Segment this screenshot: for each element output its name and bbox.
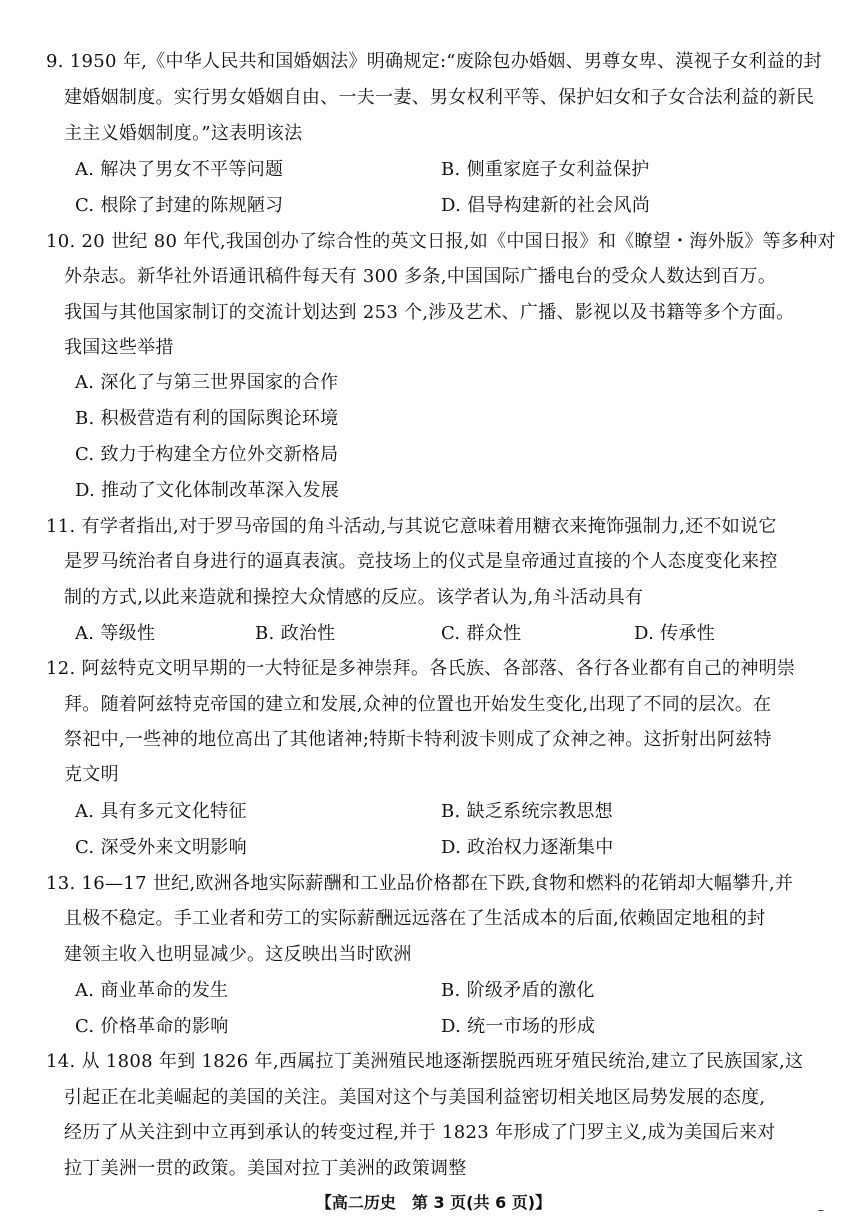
question-11-option-a: A. 等级性 <box>75 623 156 644</box>
question-12-option-b: B. 缺乏系统宗教思想 <box>441 801 613 822</box>
question-12-stem-line-3: 祭祀中,一些神的地位高出了其他诸神;特斯卡特利波卡则成了众神之神。这折射出阿兹特 <box>64 729 772 750</box>
question-13-option-a: A. 商业革命的发生 <box>75 980 229 1001</box>
question-12-option-d: D. 政治权力逐渐集中 <box>441 837 614 858</box>
question-10-option-b: B. 积极营造有利的国际舆论环境 <box>75 408 339 429</box>
page-footer: 【高二历史 第 3 页(共 6 页)】 <box>315 1193 552 1212</box>
question-12-option-c: C. 深受外来文明影响 <box>75 837 247 858</box>
question-9-option-d: D. 倡导构建新的社会风尚 <box>441 195 651 216</box>
question-10-option-a: A. 深化了与第三世界国家的合作 <box>75 372 339 393</box>
question-9-option-c: C. 根除了封建的陈规陋习 <box>75 195 284 216</box>
question-13-option-c: C. 价格革命的影响 <box>75 1016 229 1037</box>
question-14-stem-line-4: 拉丁美洲一贯的政策。美国对拉丁美洲的政策调整 <box>64 1158 467 1179</box>
corner-mark: – <box>818 1203 824 1217</box>
question-11-option-c: C. 群众性 <box>441 623 522 644</box>
question-10-stem-line-2: 外杂志。新华社外语通讯稿件每天有 300 多条,中国国际广播电台的受众人数达到百万。 <box>64 266 777 287</box>
question-13-stem-line-1: 13. 16—17 世纪,欧洲各地实际薪酬和工业品价格都在下跌,食物和燃料的花销却大幅攀升,并 <box>46 873 794 894</box>
question-9-option-a: A. 解决了男女不平等问题 <box>75 159 284 180</box>
question-12-option-a: A. 具有多元文化特征 <box>75 801 247 822</box>
question-12-stem-line-1: 12. 阿兹特克文明早期的一大特征是多神崇拜。各氏族、各部落、各行各业都有自己的神明崇 <box>46 658 796 679</box>
question-11-stem-line-2: 是罗马统治者自身进行的逼真表演。竞技场上的仪式是皇帝通过直接的个人态度变化来控 <box>64 551 778 572</box>
question-10-option-d: D. 推动了文化体制改革深入发展 <box>75 480 340 501</box>
question-11-stem-line-3: 制的方式,以此来造就和操控大众情感的反应。该学者认为,角斗活动具有 <box>64 587 644 608</box>
question-10-stem-line-3: 我国与其他国家制订的交流计划达到 253 个,涉及艺术、广播、影视以及书籍等多个方面。 <box>64 302 795 323</box>
question-13-stem-line-3: 建领主收入也明显减少。这反映出当时欧洲 <box>64 944 412 965</box>
question-11-stem-line-1: 11. 有学者指出,对于罗马帝国的角斗活动,与其说它意味着用糖衣来掩饰强制力,还不如说它 <box>46 516 777 537</box>
question-12-stem-line-4: 克文明 <box>64 764 119 785</box>
question-12-stem-line-2: 拜。随着阿兹特克帝国的建立和发展,众神的位置也开始发生变化,出现了不同的层次。在 <box>64 694 772 715</box>
question-9-option-b: B. 侧重家庭子女利益保护 <box>441 159 650 180</box>
question-11-option-b: B. 政治性 <box>255 623 336 644</box>
question-14-stem-line-3: 经历了从关注到中立再到承认的转变过程,并于 1823 年形成了门罗主义,成为美国后来对 <box>64 1122 776 1143</box>
question-9-stem-line-1: 9. 1950 年,《中华人民共和国婚姻法》明确规定:“废除包办婚姻、男尊女卑、漠视子女利益的封 <box>46 51 822 72</box>
question-10-stem-line-1: 10. 20 世纪 80 年代,我国创办了综合性的英文日报,如《中国日报》和《瞭望・海外版》等多种对 <box>46 231 836 252</box>
question-14-stem-line-2: 引起正在北美崛起的美国的关注。美国对这个与美国利益密切相关地区局势发展的态度, <box>64 1087 766 1108</box>
question-9-stem-line-2: 建婚姻制度。实行男女婚姻自由、一夫一妻、男女权利平等、保护妇女和子女合法利益的新民 <box>64 87 815 108</box>
question-13-option-d: D. 统一市场的形成 <box>441 1016 596 1037</box>
question-13-option-b: B. 阶级矛盾的激化 <box>441 980 595 1001</box>
question-13-stem-line-2: 且极不稳定。手工业者和劳工的实际薪酬远远落在了生活成本的后面,依赖固定地租的封 <box>64 908 766 929</box>
question-11-option-d: D. 传承性 <box>634 623 716 644</box>
question-10-option-c: C. 致力于构建全方位外交新格局 <box>75 444 339 465</box>
question-10-stem-line-4: 我国这些举措 <box>64 337 174 358</box>
question-9-stem-line-3: 主主义婚姻制度。”这表明该法 <box>64 123 303 144</box>
question-14-stem-line-1: 14. 从 1808 年到 1826 年,西属拉丁美洲殖民地逐渐摆脱西班牙殖民统治,建立了民族国家,这 <box>46 1051 804 1072</box>
